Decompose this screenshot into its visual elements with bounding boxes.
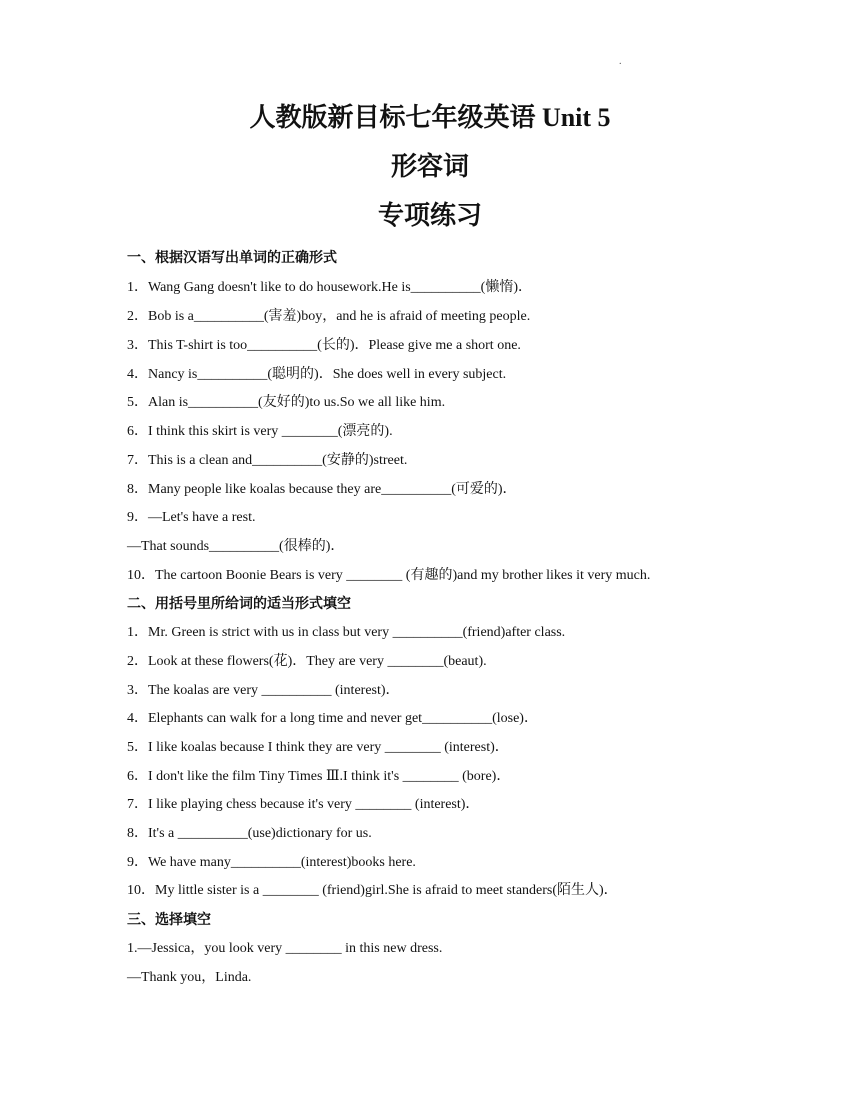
exercise-line: —Thank you，Linda. (127, 970, 252, 985)
exercise-line: 1．Mr. Green is strict with us in class but very __________(friend)after class. (127, 625, 566, 640)
exercise-line: —That sounds__________(很棒的)． (127, 539, 345, 554)
exercise-line: 2．Bob is a__________(害羞)boy，and he is afraid of meeting people. (127, 309, 531, 324)
document-title: 人教版新目标七年级英语 Unit 5 (249, 103, 611, 132)
exercise-line: 7．I like playing chess because it's very ________ (interest)． (127, 797, 480, 812)
exercise-line: 8．It's a __________(use)dictionary for us. (127, 826, 372, 841)
exercise-line: 3．The koalas are very __________ (interest)． (127, 683, 400, 698)
exercise-line: 4．Nancy is__________(聪明的)．She does well in every subject. (127, 367, 507, 382)
exercise-line: 6．I think this skirt is very ________(漂亮的). (127, 424, 393, 439)
section-2-heading: 二、用括号里所给词的适当形式填空 (127, 596, 351, 612)
exercise-line: 2．Look at these flowers(花)．They are very ________(beaut). (127, 654, 487, 669)
exercise-line: 5．I like koalas because I think they are very ________ (interest)． (127, 740, 509, 755)
exercise-line: 1．Wang Gang doesn't like to do housework.He is__________(懒惰)． (127, 280, 533, 295)
exercise-line: 10．My little sister is a ________ (friend)girl.She is afraid to meet standers(陌生人)． (127, 883, 618, 898)
exercise-line: 6．I don't like the film Tiny Times Ⅲ.I think it's ________ (bore)． (127, 769, 511, 784)
section-3-heading: 三、选择填空 (127, 912, 211, 928)
header-mark: . (619, 56, 622, 67)
exercise-line: 3．This T-shirt is too__________(长的)．Please give me a short one. (127, 338, 521, 353)
document-subtitle: 形容词 (390, 152, 469, 181)
exercise-line: 9．—Let's have a rest. (127, 510, 256, 525)
exercise-line: 7．This is a clean and__________(安静的)street. (127, 453, 408, 468)
exercise-line: 9．We have many__________(interest)books here. (127, 855, 416, 870)
document-subtitle-2: 专项练习 (377, 201, 482, 230)
section-1-heading: 一、根据汉语写出单词的正确形式 (127, 250, 337, 266)
exercise-line: 1.—Jessica，you look very ________ in this new dress. (127, 941, 443, 956)
exercise-line: 8．Many people like koalas because they are__________(可爱的)． (127, 482, 517, 497)
exercise-line: 10．The cartoon Boonie Bears is very ________ (有趣的)and my brother likes it very much. (127, 568, 651, 583)
exercise-line: 4．Elephants can walk for a long time and never get__________(lose)． (127, 711, 538, 726)
exercise-line: 5．Alan is__________(友好的)to us.So we all like him. (127, 395, 446, 410)
